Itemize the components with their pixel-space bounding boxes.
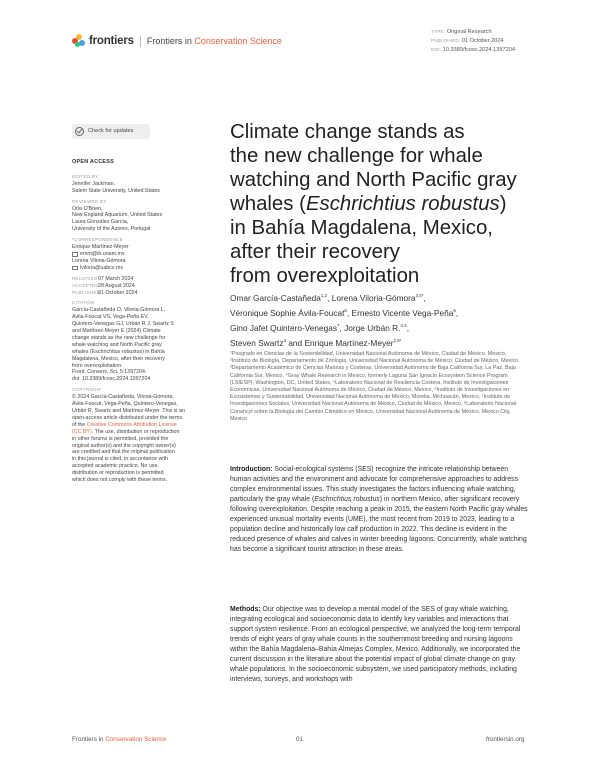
article-meta: TYPE Original Research PUBLISHED 01 October 2024 DOI 10.3389/fcosc.2024.1397204: [431, 29, 515, 53]
footer-journal[interactable]: Frontiers in Conservation Science: [72, 736, 167, 743]
email-link[interactable]: lviloria@uabcs.mx: [80, 264, 124, 271]
author-name[interactable]: Ernesto Vicente Vega-Peña: [351, 308, 454, 318]
reviewed-by: REVIEWED BY Orla O'Brien, New England Aquarium, United States Laura González García, University of the Azores, Portugal: [72, 198, 163, 233]
footer-site-link[interactable]: frontiersin.org: [486, 736, 525, 743]
copyright: COPYRIGHT © 2024 García-Castañeda, Viloria-Gómora, Ávila-Foucat, Vega-Peña, Quintero-Venegas, Urbán R, Swartz and Martínez-Meyer. This is an open-access article distributed under the terms of the Creative Commons Attribution License (CC BY). The use, distribution or reproduction in other forums is permitted, provided the original author(s) and the copyright owner(s) are credited and that the original publication in this journal is cited, in accordance with accepted academic practice. No use, distribution or reproduction is permitted which does not comply with these terms.: [72, 387, 185, 484]
edited-by: EDITED BY Jennifer Jackman, Salem State University, United States: [72, 173, 160, 194]
citation: CITATION García-Castañeda O, Viloria-Gómora L, Ávila-Foucat VS, Vega-Peña EV, Quintero-Venegas GJ, Urbán R J, Swartz S and Martínez-Meyer E (2024) Climate change stands as the new challenge for whale watching and North Pacific gray whales (Eschrichtius robustus) in Bahía Magdalena, Mexico, after their recovery from overexploitation. Front. Conserv. Sci. 5:1397204. doi: 10.3389/fcosc.2024.1397204: [72, 300, 174, 383]
author-name[interactable]: Enrique Martínez-Meyer: [304, 338, 394, 348]
open-access-label: OPEN ACCESS: [72, 159, 115, 165]
abstract-methods: Methods: Our objective was to develop a mental model of the SES of gray whale watching, integrating ecological and socioeconomic data to identify key variables and interactions that support system resilience. From an ecological perspective, we analyzed the long-term temporal trends of eight years of gray whale counts in the southernmost breeding and nursing lagoons within the Bahía Magdalena–Bahía Almejas Complex, Mexico. Additionally, we incorporated the current discussion in the literature about the potential impact of global climate change on gray whale populations. In the socioeconomic subsystem, we used participatory methods, including interviews, surveys, and workshops with: [230, 606, 521, 683]
author-name[interactable]: Véronique Sophie Ávila-Foucat: [230, 308, 345, 318]
article-title: Climate change stands as the new challenge for whale watching and North Pacific gray whales (Eschrichtius robustus) in Bahía Magdalena, Mexico, after their recovery from overexploitation: [230, 121, 517, 287]
article-sidebar: [72, 124, 204, 488]
affiliations: ¹Posgrado en Ciencias de la Sostenibilidad, Universidad Nacional Autónoma de México, Ciudad de México, Mexico, ²Instituto de Biología, Departamento de Zoología, Universidad Nacional Autónoma de México, Ciudad de México, Mexico, ³Departamento Académico de Ciencias Marinas y Costeras, Universidad Autónoma de Baja California Sur, La Paz, Baja California Sur, Mexico, ⁴Gray Whale Research in Mexico, formerly Laguna San Ignacio Ecosystem Science Program (LSIESP), Washington, DC, United States, ⁵Laboratorio Nacional de Resiliencia Costera, Instituto de Investigaciones Económicas, Universidad Nacional Autónoma de México, Ciudad de México, Mexico, ⁶Instituto de Investigaciones en Ecosistemas y Sustentabilidad, Universidad Nacional Autónoma de México, Morelia, Michoacán, Mexico, ⁷Instituto de Investigaciones Sociales, Universidad Nacional Autónoma de México, Ciudad de México, Mexico, ⁸Laboratorio Nacional Conahcyt sobre la Biología del Cambio Climático en México, Universidad Nacional Autónoma de México, Mexico City, Mexico: [230, 351, 520, 422]
article-dates: RECEIVED 07 March 2024 ACCEPTED 28 August 2024 PUBLISHED 01 October 2024: [72, 275, 138, 296]
journal-header: [72, 34, 282, 48]
author-name[interactable]: Steven Swartz: [230, 338, 284, 348]
check-for-updates-button[interactable]: Check for updates: [72, 124, 150, 139]
email-link[interactable]: emm@ib.unam.mx: [80, 250, 125, 257]
author-name[interactable]: Omar García-Castañeda: [230, 293, 321, 303]
page-number: 01: [296, 736, 304, 743]
author-name[interactable]: Gino Jafet Quintero-Venegas: [230, 323, 338, 333]
doi-link[interactable]: 10.3389/fcosc.2024.1397204: [442, 46, 515, 53]
frontiers-logo-icon: [72, 34, 86, 48]
email-icon: [72, 266, 78, 271]
check-updates-icon: [75, 127, 84, 136]
author-name[interactable]: Jorge Urbán R.: [344, 323, 401, 333]
author-name[interactable]: Lorena Viloria-Gómora: [331, 293, 416, 303]
license-link[interactable]: Creative Commons Attribution License: [86, 421, 177, 428]
brand-name[interactable]: frontiers: [89, 35, 134, 47]
correspondence: *CORRESPONDENCE Enrique Martínez-Meyer emm@ib.unam.mx Lorena Viloria-Gómora lviloria@uabcs.mx: [72, 237, 129, 271]
author-list: Omar García-Castañeda$^{1,2}$, Lorena Viloria-Gómora$^{3,4*}$, Véronique Sophie Ávila-Foucat$^5$, Ernesto Vicente Vega-Peña$^6$, Gino Jafet Quintero-Venegas$^7$, Jorge Urbán R.$^{3,4}$, Steven Swartz$^4$ and Enrique Martínez-Meyer$^{2,8*}$: [230, 293, 459, 348]
email-icon: [72, 252, 78, 257]
journal-title[interactable]: Frontiers in Conservation Science: [146, 36, 282, 46]
abstract-introduction: Introduction: Social-ecological systems (SES) recognize the intricate relationship between human activities and the environment and advocate for comprehensive approaches to address complex environmental issues. This study investigates the factors influencing whale watching, particularly the gray whale (Eschrichtius robustus) in northern Mexico, after significant recovery following overexploitation. Despite reaching a peak in 2015, the eastern North Pacific gray whales experienced unusual mortality events (UME), the most recent from 2019 to 2023, leading to a population decline and historically low calf production in 2022. This decline is evident in the reduced presence of whales and calves in winter breeding lagoons. Concurrently, whale watching has become a significant tourist attraction in these areas.: [230, 466, 528, 553]
license-abbrev-link[interactable]: (CC BY).: [72, 428, 94, 435]
header-divider: [140, 36, 141, 47]
